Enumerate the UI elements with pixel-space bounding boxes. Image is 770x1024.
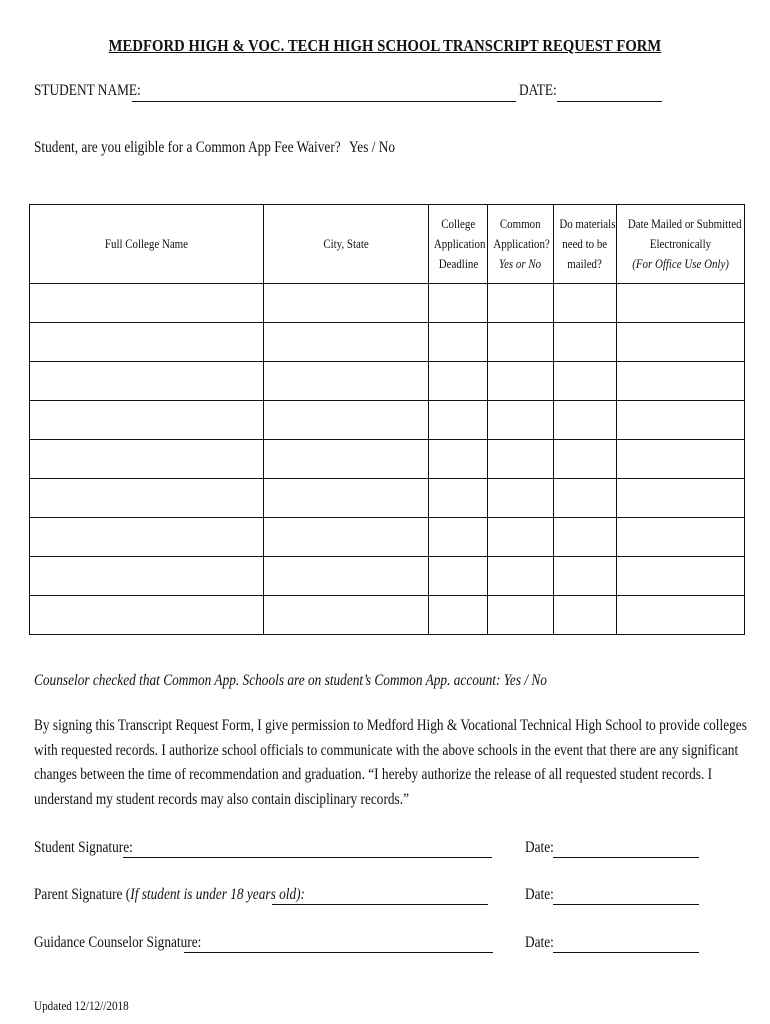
cell-mailed[interactable] xyxy=(554,401,617,440)
cell-deadline[interactable] xyxy=(429,440,488,479)
counselor-date-field[interactable] xyxy=(553,952,699,953)
parent-signature-field[interactable] xyxy=(272,904,488,905)
counselor-signature-label: Guidance Counselor Signature: xyxy=(34,934,202,951)
cell-mailed[interactable] xyxy=(554,323,617,362)
cell-mailed[interactable] xyxy=(554,596,617,635)
cell-city-state[interactable] xyxy=(264,557,429,596)
header-date-mailed: Date Mailed or Submitted Electronically (For Office Use Only) xyxy=(617,205,745,284)
cell-mailed[interactable] xyxy=(554,284,617,323)
cell-college-name[interactable] xyxy=(30,401,264,440)
table-row xyxy=(30,284,745,323)
cell-date-mailed[interactable] xyxy=(617,323,745,362)
parent-date-label: Date: xyxy=(525,886,554,903)
cell-city-state[interactable] xyxy=(264,362,429,401)
header-mailed: Do materials need to be mailed? xyxy=(554,205,617,284)
cell-deadline[interactable] xyxy=(429,479,488,518)
header-city-state: City, State xyxy=(264,205,429,284)
student-date-label: Date: xyxy=(525,839,554,856)
table-row xyxy=(30,323,745,362)
authorization-paragraph: By signing this Transcript Request Form, I give permission to Medford High & Vocational Technical High School to provide colleges with requested records. I authorize school officials to communicate with the above schools in the event that there are any significant changes between the time of recommendation and graduation. “I hereby authorize the release of all requested student records. I understand my student records may also contain disciplinary records.” xyxy=(34,717,747,808)
cell-common-app[interactable] xyxy=(488,362,554,401)
cell-date-mailed[interactable] xyxy=(617,479,745,518)
cell-deadline[interactable] xyxy=(429,557,488,596)
cell-college-name[interactable] xyxy=(30,596,264,635)
cell-date-mailed[interactable] xyxy=(617,518,745,557)
cell-city-state[interactable] xyxy=(264,440,429,479)
table-header-row xyxy=(30,205,745,284)
cell-college-name[interactable] xyxy=(30,479,264,518)
updated-date: Updated 12/12//2018 xyxy=(34,998,129,1013)
cell-date-mailed[interactable] xyxy=(617,401,745,440)
parent-date-field[interactable] xyxy=(553,904,699,905)
cell-college-name[interactable] xyxy=(30,518,264,557)
student-name-field[interactable] xyxy=(132,101,516,102)
parent-signature-label: Parent Signature (If student is under 18 years old): xyxy=(34,886,306,903)
table-row xyxy=(30,479,745,518)
counselor-date-label: Date: xyxy=(525,934,554,951)
cell-deadline[interactable] xyxy=(429,323,488,362)
cell-date-mailed[interactable] xyxy=(617,557,745,596)
cell-mailed[interactable] xyxy=(554,440,617,479)
fee-waiver-options[interactable]: Yes / No xyxy=(349,139,396,156)
header-deadline: College Application Deadline xyxy=(429,205,488,284)
header-common-app: Common Application? Yes or No xyxy=(488,205,554,284)
table-row xyxy=(30,557,745,596)
cell-common-app[interactable] xyxy=(488,284,554,323)
fee-waiver-question: Student, are you eligible for a Common App Fee Waiver? xyxy=(34,139,341,156)
cell-college-name[interactable] xyxy=(30,557,264,596)
college-request-table xyxy=(29,204,745,635)
table-row xyxy=(30,596,745,635)
student-signature-label: Student Signature: xyxy=(34,839,133,856)
table-row xyxy=(30,518,745,557)
table-row xyxy=(30,401,745,440)
cell-date-mailed[interactable] xyxy=(617,596,745,635)
cell-date-mailed[interactable] xyxy=(617,284,745,323)
cell-city-state[interactable] xyxy=(264,518,429,557)
date-label-top: DATE: xyxy=(519,82,557,99)
cell-college-name[interactable] xyxy=(30,323,264,362)
cell-city-state[interactable] xyxy=(264,479,429,518)
date-field-top[interactable] xyxy=(557,101,662,102)
cell-city-state[interactable] xyxy=(264,401,429,440)
table-row xyxy=(30,440,745,479)
cell-date-mailed[interactable] xyxy=(617,440,745,479)
cell-mailed[interactable] xyxy=(554,557,617,596)
cell-city-state[interactable] xyxy=(264,596,429,635)
cell-common-app[interactable] xyxy=(488,440,554,479)
cell-deadline[interactable] xyxy=(429,596,488,635)
cell-college-name[interactable] xyxy=(30,284,264,323)
cell-common-app[interactable] xyxy=(488,518,554,557)
cell-college-name[interactable] xyxy=(30,362,264,401)
cell-mailed[interactable] xyxy=(554,362,617,401)
counselor-signature-field[interactable] xyxy=(184,952,493,953)
cell-common-app[interactable] xyxy=(488,557,554,596)
cell-deadline[interactable] xyxy=(429,401,488,440)
cell-mailed[interactable] xyxy=(554,518,617,557)
table-row xyxy=(30,362,745,401)
student-signature-field[interactable] xyxy=(123,857,492,858)
cell-deadline[interactable] xyxy=(429,362,488,401)
cell-common-app[interactable] xyxy=(488,401,554,440)
cell-deadline[interactable] xyxy=(429,284,488,323)
form-title: MEDFORD HIGH & VOC. TECH HIGH SCHOOL TRANSCRIPT REQUEST FORM xyxy=(108,36,662,55)
cell-mailed[interactable] xyxy=(554,479,617,518)
cell-common-app[interactable] xyxy=(488,596,554,635)
cell-college-name[interactable] xyxy=(30,440,264,479)
student-name-label: STUDENT NAME: xyxy=(34,82,141,99)
cell-city-state[interactable] xyxy=(264,284,429,323)
cell-city-state[interactable] xyxy=(264,323,429,362)
cell-common-app[interactable] xyxy=(488,479,554,518)
student-date-field[interactable] xyxy=(553,857,699,858)
cell-deadline[interactable] xyxy=(429,518,488,557)
header-college-name: Full College Name xyxy=(30,205,264,284)
table-body xyxy=(30,284,745,635)
counselor-check: Counselor checked that Common App. Schools are on student’s Common App. account: Yes / No xyxy=(34,672,547,689)
cell-date-mailed[interactable] xyxy=(617,362,745,401)
cell-common-app[interactable] xyxy=(488,323,554,362)
